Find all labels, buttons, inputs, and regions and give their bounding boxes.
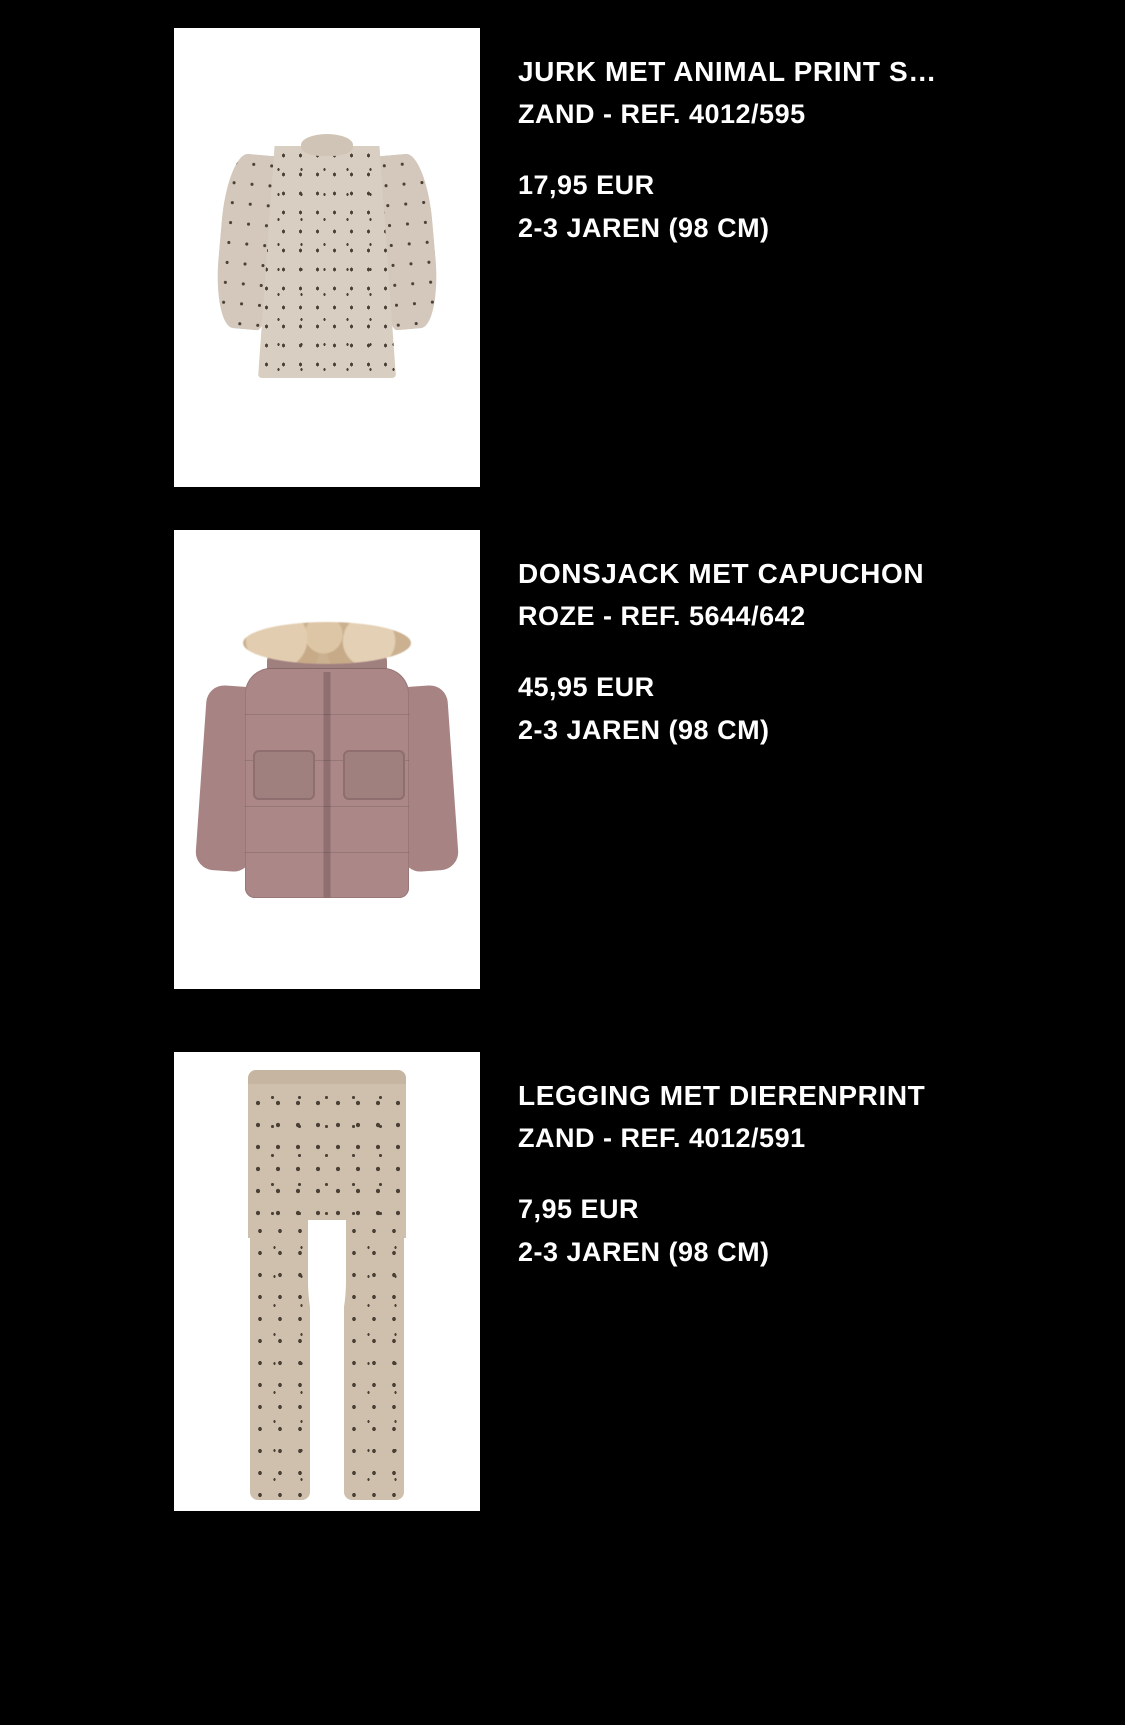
- leggings-illustration: [222, 1070, 432, 1500]
- info-spacer: [518, 136, 1125, 164]
- leggings-leg-left-shape: [250, 1220, 310, 1500]
- product-size: 2-3 JAREN (98 CM): [518, 1237, 770, 1267]
- product-list: [174, 0, 1125, 1511]
- product-info: [518, 1052, 1125, 1274]
- product-title: DONSJACK MET CAPUCHON: [518, 558, 925, 589]
- list-item[interactable]: [174, 1052, 1125, 1511]
- leggings-inseam-gap-shape: [308, 1220, 346, 1340]
- jacket-pocket-right-shape: [343, 750, 405, 800]
- jacket-pocket-left-shape: [253, 750, 315, 800]
- jacket-illustration: [187, 620, 467, 905]
- jacket-fur-trim-shape: [243, 622, 411, 664]
- leggings-leg-right-shape: [344, 1220, 404, 1500]
- product-size: 2-3 JAREN (98 CM): [518, 213, 770, 243]
- product-color-ref: ZAND - REF. 4012/595: [518, 99, 806, 129]
- dress-body-shape: [258, 146, 396, 378]
- product-title: JURK MET ANIMAL PRINT S…: [518, 56, 937, 87]
- info-spacer: [518, 638, 1125, 666]
- list-item[interactable]: [174, 28, 1125, 487]
- product-image-jacket[interactable]: [174, 530, 480, 989]
- product-image-leggings[interactable]: [174, 1052, 480, 1511]
- product-info: [518, 530, 1125, 752]
- product-price: 17,95 EUR: [518, 170, 655, 200]
- product-size: 2-3 JAREN (98 CM): [518, 715, 770, 745]
- info-spacer: [518, 1160, 1125, 1188]
- product-price: 45,95 EUR: [518, 672, 655, 702]
- list-item[interactable]: [174, 530, 1125, 989]
- product-color-ref: ZAND - REF. 4012/591: [518, 1123, 806, 1153]
- leggings-hip-shape: [248, 1070, 406, 1238]
- leggings-waistband-shape: [248, 1070, 406, 1084]
- product-info: [518, 28, 1125, 250]
- product-image-dress[interactable]: [174, 28, 480, 487]
- dress-illustration: [212, 128, 442, 378]
- product-color-ref: ROZE - REF. 5644/642: [518, 601, 806, 631]
- dress-collar-shape: [301, 134, 353, 156]
- product-price: 7,95 EUR: [518, 1194, 640, 1224]
- product-title: LEGGING MET DIERENPRINT: [518, 1080, 926, 1111]
